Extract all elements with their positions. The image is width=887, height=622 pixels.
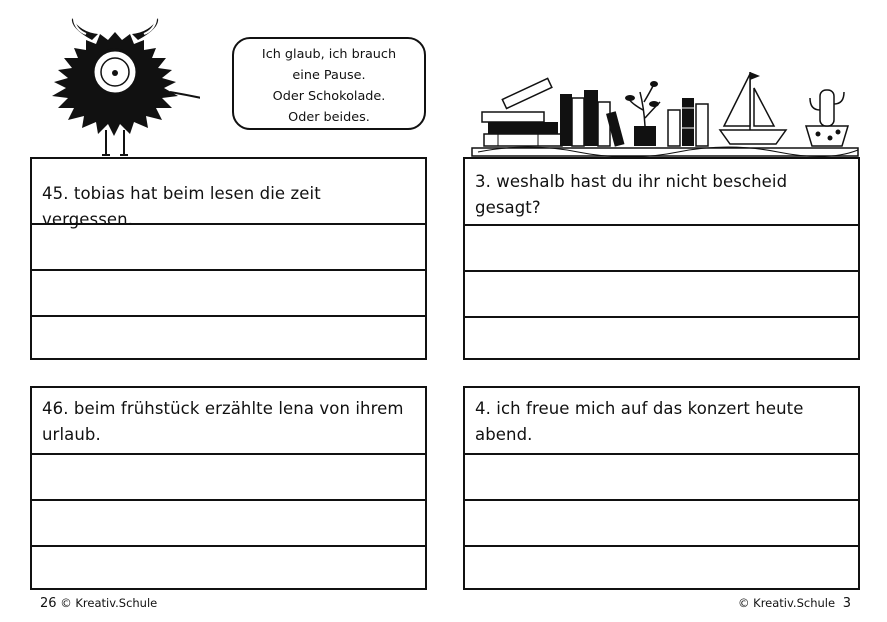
answer-line[interactable] (465, 318, 858, 358)
speech-line-4: Oder beides. (288, 110, 370, 125)
speech-bubble (232, 37, 426, 130)
exercise-prompt: 46. beim frühstück erzählte lena von ihrem urlaub. (32, 388, 425, 455)
exercise-card-3 (463, 157, 860, 360)
exercise-prompt: 4. ich freue mich auf das konzert heute abend. (465, 388, 858, 455)
answer-line[interactable] (465, 226, 858, 272)
answer-line[interactable] (465, 501, 858, 547)
exercise-card-4 (463, 386, 860, 590)
brand-left: © Kreativ.Schule (60, 596, 158, 610)
answer-line[interactable] (32, 501, 425, 547)
speech-line-2: eine Pause. (292, 68, 366, 83)
answer-line[interactable] (32, 547, 425, 588)
exercise-prompt: 45. tobias hat beim lesen die zeit vergessen. (32, 159, 425, 225)
answer-line[interactable] (465, 547, 858, 588)
exercise-card-46 (30, 386, 427, 590)
answer-line[interactable] (465, 272, 858, 318)
speech-line-1: Ich glaub, ich brauch (261, 47, 397, 62)
answer-line[interactable] (32, 455, 425, 501)
brand-right: © Kreativ.Schule (738, 596, 836, 610)
answer-line[interactable] (465, 455, 858, 501)
exercise-prompt: 3. weshalb hast du ihr nicht bescheid gesagt? (465, 159, 858, 226)
answer-line[interactable] (32, 317, 425, 358)
exercise-card-45 (30, 157, 427, 360)
footer-right (738, 596, 851, 611)
answer-line[interactable] (32, 271, 425, 317)
page-number-right: 3 (842, 596, 851, 611)
monster-illustration (30, 10, 200, 160)
speech-line-3: Oder Schokolade. (272, 89, 386, 104)
bookshelf-illustration (468, 68, 863, 158)
page-number-left: 26 (40, 596, 57, 611)
footer-left (40, 596, 157, 611)
